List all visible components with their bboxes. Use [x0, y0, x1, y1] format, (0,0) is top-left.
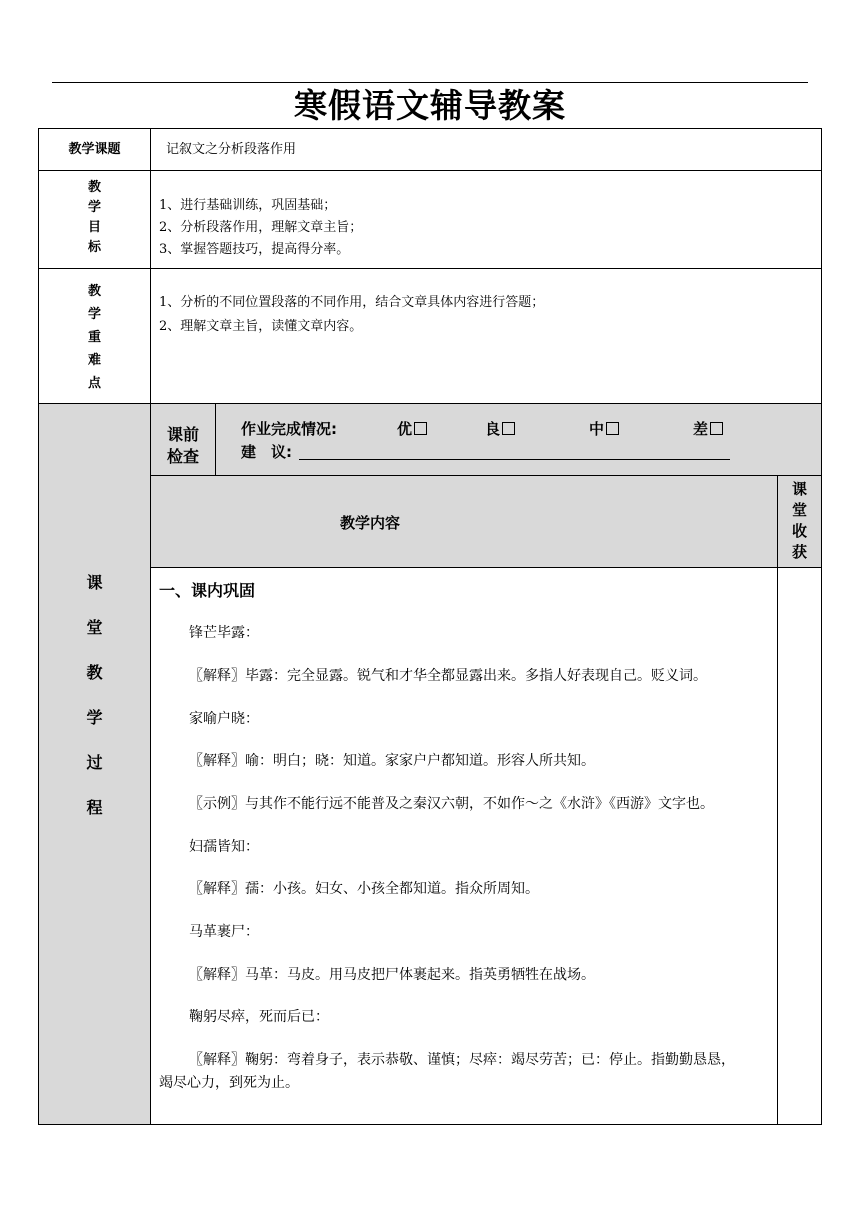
gain-body-cell — [777, 567, 822, 1125]
process-label-char: 学 — [86, 708, 103, 727]
explanation-line: 〖解释〗喻：明白；晓：知道。家家户户都知道。形容人所共知。 — [189, 753, 595, 769]
rating-good-checkbox[interactable] — [502, 422, 515, 435]
process-label-char: 堂 — [86, 618, 103, 637]
process-label-char: 过 — [86, 753, 103, 772]
gain-header-char: 收 — [791, 522, 807, 540]
explanation-line: 〖解释〗鞠躬：弯着身子，表示恭敬、谨慎；尽瘁：竭尽劳苦；已：停止。指勤勤恳恳， — [189, 1052, 735, 1068]
explanation-line-continued: 竭尽心力，到死为止。 — [159, 1075, 299, 1091]
topic-value: 记叙文之分析段落作用 — [166, 142, 297, 157]
precheck-label-line: 课前 — [166, 425, 199, 444]
idiom-line: 马革裹尸： — [189, 924, 259, 940]
document-title: 寒假语文辅导教案 — [294, 86, 566, 125]
rating-poor-label: 差 — [693, 420, 709, 438]
difficulties-label-char: 教 — [87, 284, 101, 299]
difficulties-label-char: 学 — [87, 307, 101, 322]
difficulty-item: 2、理解文章主旨，读懂文章内容。 — [159, 319, 363, 334]
rating-fair-label: 中 — [589, 420, 605, 438]
rating-poor-checkbox[interactable] — [710, 422, 723, 435]
objective-item: 1、进行基础训练，巩固基础； — [159, 198, 337, 213]
idiom-line: 锋芒毕露： — [189, 625, 259, 641]
process-label-char: 程 — [86, 798, 103, 817]
rating-poor[interactable] — [693, 419, 723, 439]
rating-excellent-label: 优 — [397, 420, 413, 438]
header-rule — [52, 82, 808, 83]
objectives-label-char: 标 — [87, 240, 101, 255]
idiom-line: 家喻户晓： — [189, 711, 259, 727]
suggestion-underline[interactable] — [299, 459, 730, 460]
gain-header-char: 堂 — [791, 501, 807, 519]
precheck-label — [150, 424, 216, 468]
example-line: 〖示例〗与其作不能行远不能普及之秦汉六朝，不如作～之《水浒》《西游》文字也。 — [189, 796, 714, 812]
explanation-line: 〖解释〗毕露：完全显露。锐气和才华全都显露出来。多指人好表现自己。贬义词。 — [189, 668, 707, 684]
explanation-line: 〖解释〗孺：小孩。妇女、小孩全都知道。指众所周知。 — [189, 881, 539, 897]
precheck-content-cell — [215, 403, 822, 476]
rating-good-label: 良 — [485, 420, 501, 438]
topic-label: 教学课题 — [68, 142, 121, 157]
rating-excellent[interactable] — [397, 419, 427, 439]
idiom-line: 妇孺皆知： — [189, 839, 259, 855]
gain-header — [777, 479, 822, 563]
gain-header-char: 课 — [791, 480, 807, 498]
difficulties-label-char: 点 — [87, 376, 101, 391]
gain-header-char: 获 — [791, 543, 807, 561]
section-title: 一、课内巩固 — [159, 581, 256, 600]
process-label-char: 教 — [86, 663, 103, 682]
difficulties-label-char: 难 — [87, 353, 101, 368]
rating-fair[interactable] — [589, 419, 619, 439]
rating-good[interactable] — [485, 419, 515, 439]
homework-status-label: 作业完成情况: — [241, 420, 337, 438]
objective-item: 3、掌握答题技巧，提高得分率。 — [159, 242, 350, 257]
content-header: 教学内容 — [340, 514, 401, 532]
objectives-label-char: 学 — [87, 200, 101, 215]
explanation-line: 〖解释〗马革：马皮。用马皮把尸体裹起来。指英勇牺牲在战场。 — [189, 967, 595, 983]
precheck-label-line: 检查 — [166, 447, 199, 466]
rating-excellent-checkbox[interactable] — [414, 422, 427, 435]
process-label-char: 课 — [86, 573, 103, 592]
objectives-label — [38, 178, 151, 258]
difficulty-item: 1、分析的不同位置段落的不同作用，结合文章具体内容进行答题； — [159, 295, 545, 310]
objective-item: 2、分析段落作用，理解文章主旨； — [159, 220, 363, 235]
objectives-label-char: 教 — [87, 180, 101, 195]
idiom-line: 鞠躬尽瘁，死而后已： — [189, 1009, 329, 1025]
content-header-cell — [150, 475, 778, 568]
process-label — [38, 560, 151, 830]
difficulties-label — [38, 280, 151, 395]
difficulties-label-char: 重 — [87, 330, 101, 345]
suggestion-label: 建 议: — [241, 443, 292, 461]
rating-fair-checkbox[interactable] — [606, 422, 619, 435]
objectives-label-char: 目 — [87, 220, 101, 235]
